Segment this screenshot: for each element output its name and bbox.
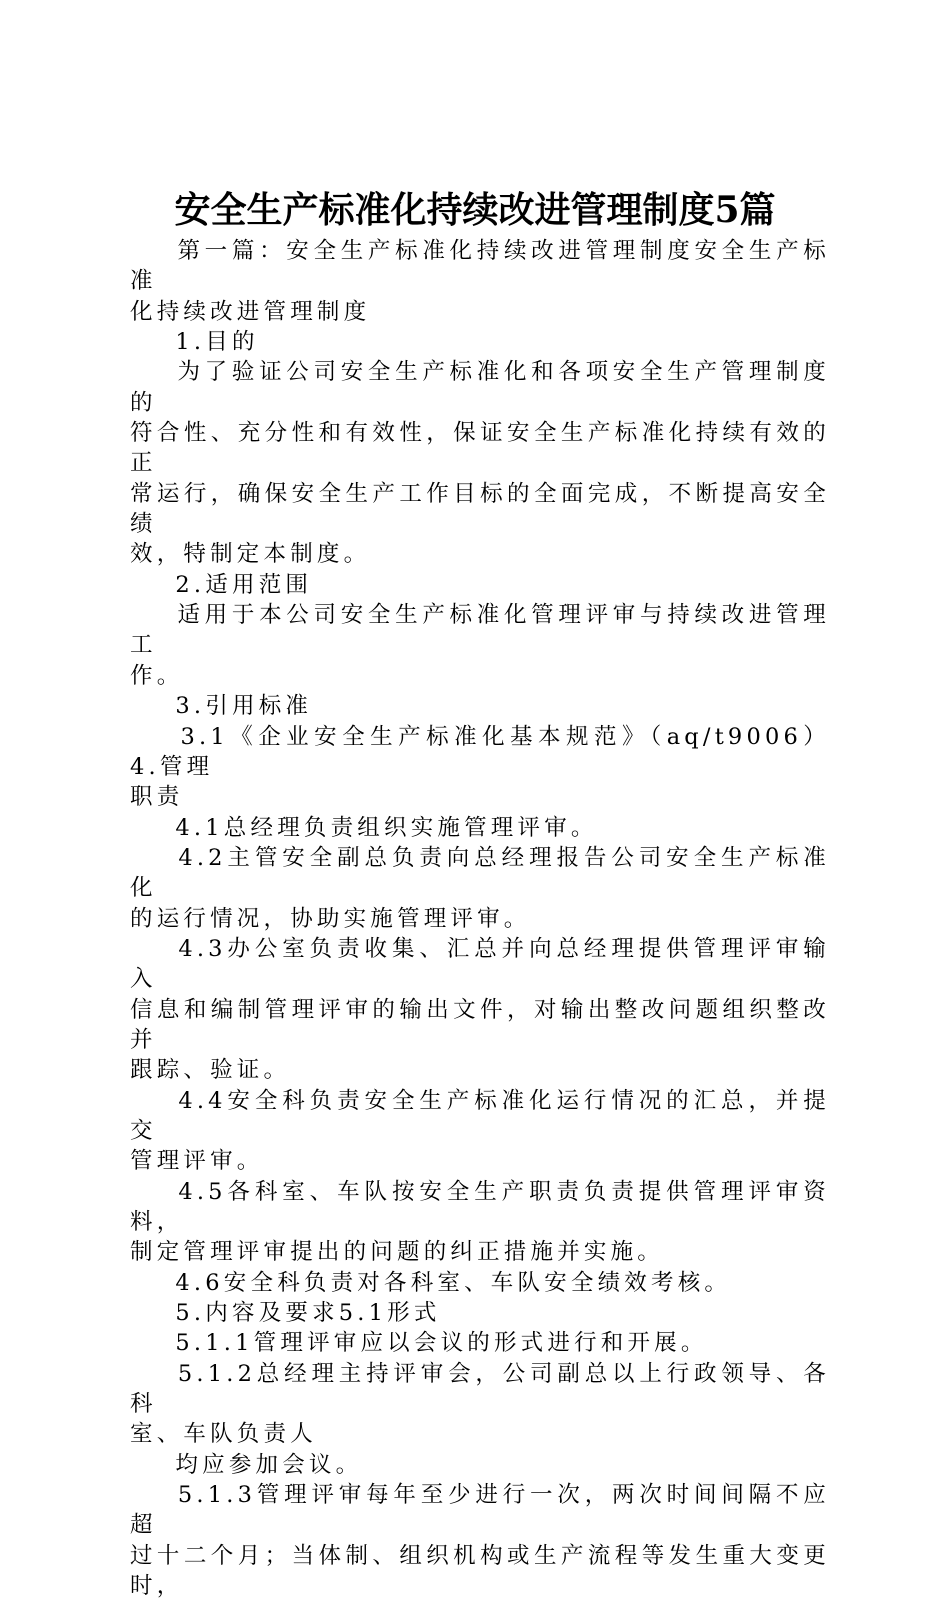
body-line: 制定管理评审提出的问题的纠正措施并实施。 [130, 1239, 665, 1266]
body-line: 作。 [130, 662, 184, 689]
body-line: 1.目的 [130, 329, 259, 356]
body-line: 5.1.2总经理主持评审会，公司副总以上行政领导、各科 [130, 1360, 830, 1418]
body-line: 4.2主管安全副总负责向总经理报告公司安全生产标准化 [130, 844, 830, 902]
body-line: 3.引用标准 [130, 693, 313, 720]
body-line: 4.4安全科负责安全生产标准化运行情况的汇总，并提交 [130, 1087, 830, 1144]
body-line: 化持续改进管理制度 [130, 298, 371, 325]
body-line: 5.1.1管理评审应以会议的形式进行和开展。 [130, 1330, 708, 1357]
body-line: 2.适用范围 [130, 571, 313, 598]
body-line: 5.1.3管理评审每年至少进行一次，两次时间间隔不应超 [130, 1482, 830, 1539]
body-line: 3.1《企业安全生产标准化基本规范》（aq/t9006）4.管理 [130, 723, 830, 780]
body-line: 过十二个月；当体制、组织机构或生产流程等发生重大变更时， [130, 1542, 830, 1600]
body-line: 室、车队负责人 [130, 1421, 317, 1448]
body-line: 4.5各科室、车队按安全生产职责负责提供管理评审资料， [130, 1178, 830, 1235]
body-line: 第一篇：安全生产标准化持续改进管理制度安全生产标准 [130, 238, 830, 295]
body-line: 的运行情况，协助实施管理评审。 [130, 905, 531, 932]
body-line: 4.6安全科负责对各科室、车队安全绩效考核。 [130, 1269, 732, 1296]
body-line: 跟踪、验证。 [130, 1057, 291, 1084]
body-line: 5.内容及要求5.1形式 [130, 1300, 441, 1327]
body-line: 符合性、充分性和有效性，保证安全生产标准化持续有效的正 [130, 420, 830, 477]
document-body [130, 236, 830, 1601]
body-line: 适用于本公司安全生产标准化管理评审与持续改进管理工 [130, 602, 830, 659]
body-line: 均应参加会议。 [130, 1451, 363, 1478]
document-title: 安全生产标准化持续改进管理制度5篇 [174, 189, 776, 231]
body-line: 4.1总经理负责组织实施管理评审。 [130, 814, 598, 841]
body-line: 常运行，确保安全生产工作目标的全面完成，不断提高安全绩 [130, 480, 830, 538]
body-line: 效，特制定本制度。 [130, 541, 371, 568]
body-line: 4.3办公室负责收集、汇总并向总经理提供管理评审输入 [130, 935, 830, 993]
body-line: 职责 [130, 784, 184, 811]
body-line: 信息和编制管理评审的输出文件，对输出整改问题组织整改并 [130, 996, 830, 1053]
body-line: 为了验证公司安全生产标准化和各项安全生产管理制度的 [130, 359, 830, 416]
body-line: 管理评审。 [130, 1148, 264, 1175]
